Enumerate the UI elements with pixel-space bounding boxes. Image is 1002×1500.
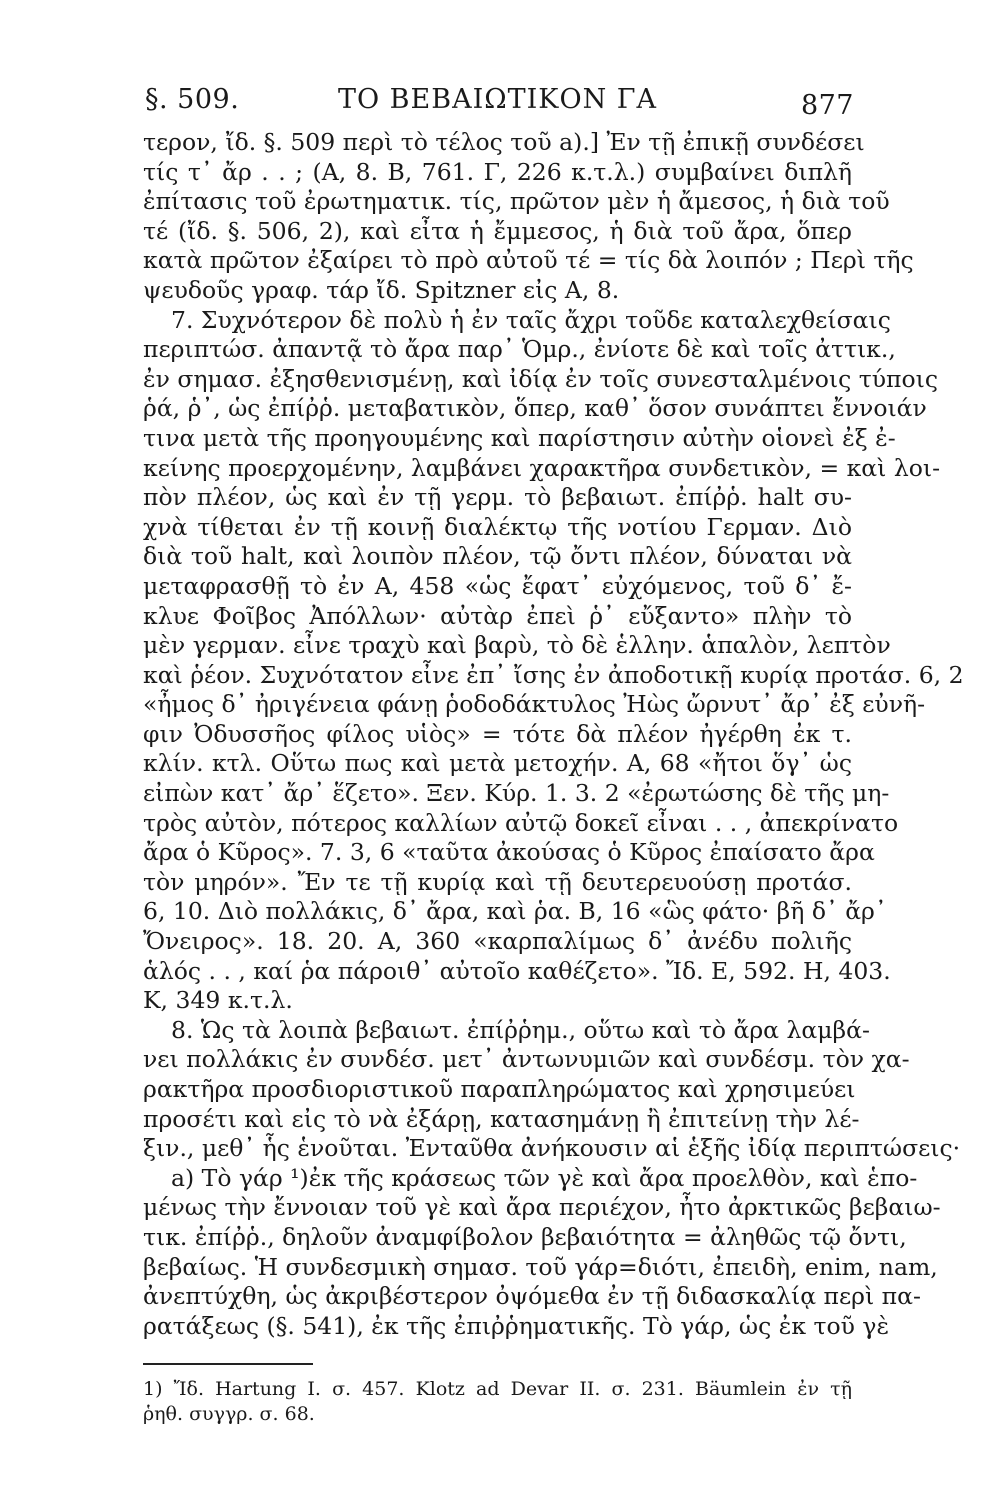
text-line: κλίν. κτλ. Οὕτω πως καὶ μετὰ μετοχήν. A, 68 «ἤτοι ὅγ᾽ ὡς <box>143 749 852 778</box>
text-line: βεβαίως. Ἡ συνδεσμικὴ σημασ. τοῦ γάρ=διότι, ἐπειδὴ, enim, nam, <box>143 1252 938 1281</box>
running-title: ΤΟ ΒΕΒΑΙΩΤΙΚΟΝ ΓΑ <box>337 84 658 115</box>
footnote-line: 1) Ἴδ. Hartung I. σ. 457. Klotz ad Devar II. σ. 231. Bäumlein ἐν τῇ <box>143 1378 852 1401</box>
text-line: διὰ τοῦ halt, καὶ λοιπὸν πλέον, τῷ ὄντι πλέον, δύναται νὰ <box>143 542 852 571</box>
text-line: καὶ ῥέον. Συχνότατον εἶνε ἐπ᾽ ἴσης ἐν ἀποδοτικῇ κυρίᾳ προτάσ. 6, 2 <box>143 660 964 689</box>
text-line: ρατάξεως (§. 541), ἐκ τῆς ἐπιῤῥηματικῆς. Τὸ γάρ, ὡς ἐκ τοῦ γὲ <box>143 1311 890 1340</box>
footnote-rule <box>143 1363 313 1365</box>
text-line: μὲν γερμαν. εἶνε τραχὺ καὶ βαρὺ, τὸ δὲ ἑλλην. ἁπαλὸν, λεπτὸν <box>143 631 891 660</box>
text-line: «ἦμος δ᾽ ἠριγένεια φάνῃ ῥοδοδάκτυλος Ἠὼς ὤρνυτ᾽ ἄρ᾽ ἐξ εὐνῆ- <box>143 690 926 719</box>
text-line: κείνης προερχομένην, λαμβάνει χαρακτῆρα συνδετικὸν, = καὶ λοι- <box>143 453 941 482</box>
text-line: ἄρα ὁ Κῦρος». 7. 3, 6 «ταῦτα ἀκούσας ὁ Κῦρος ἐπαίσατο ἄρα <box>143 838 875 867</box>
text-line: προσέτι καὶ εἰς τὸ νὰ ἐξάρῃ, κατασημάνῃ ἢ ἐπιτείνῃ τὴν λέ- <box>143 1104 860 1133</box>
text-line: 7. Συχνότερον δὲ πολὺ ἡ ἐν ταῖς ἄχρι τοῦδε καταλεχθείσαις <box>171 305 891 334</box>
running-head <box>143 68 854 121</box>
text-line: 6, 10. Διὸ πολλάκις, δ᾽ ἄρα, καὶ ῥα. B, 16 «ὣς φάτο· βῆ δ᾽ ἄρ᾽ <box>143 897 887 926</box>
text-line: περιπτώσ. ἀπαντᾷ τὸ ἄρα παρ᾽ Ὁμρ., ἐνίοτε δὲ καὶ τοῖς ἀττικ., <box>143 335 896 364</box>
text-line: χνὰ τίθεται ἐν τῇ κοινῇ διαλέκτῳ τῆς νοτίου Γερμαν. Διὸ <box>143 512 852 541</box>
text-line: τρὸς αὐτὸν, πότερος καλλίων αὐτῷ δοκεῖ εἶναι . . , ἀπεκρίνατο <box>143 808 899 837</box>
text-line: ἐπίτασις τοῦ ἐρωτηματικ. τίς, πρῶτον μὲν ἡ ἄμεσος, ἡ διὰ τοῦ <box>143 187 890 216</box>
text-line: K, 349 κ.τ.λ. <box>143 986 293 1015</box>
text-line: κατὰ πρῶτον ἐξαίρει τὸ πρὸ αὐτοῦ τέ = τίς δὰ λοιπόν ; Περὶ τῆς <box>143 246 914 275</box>
text-line: ἐν σημασ. ἐξησθενισμένῃ, καὶ ἰδίᾳ ἐν τοῖς συνεσταλμένοις τύποις <box>143 364 938 393</box>
text-line: ἁλός . . , καί ῥα πάροιθ᾽ αὐτοῖο καθέζετο». Ἴδ. E, 592. H, 403. <box>143 956 891 985</box>
text-line: τέ (ἴδ. §. 506, 2), καὶ εἶτα ἡ ἔμμεσος, ἡ διὰ τοῦ ἄρα, ὅπερ <box>143 216 852 245</box>
text-line: ρακτῆρα προσδιοριστικοῦ παραπληρώματος καὶ χρησιμεύει <box>143 1075 856 1103</box>
text-line: φιν Ὀδυσσῆος φίλος υἱὸς» = τότε δὰ πλέον ἠγέρθη ἐκ τ. <box>143 719 852 748</box>
text-line: ξιν., μεθ᾽ ἧς ἑνοῦται. Ἐνταῦθα ἀνήκουσιν αἱ ἑξῆς ἰδίᾳ περιπτώσεις· <box>143 1134 961 1163</box>
page-number: 877 <box>800 90 854 121</box>
text-line: τικ. ἐπίῤῥ., δηλοῦν ἀναμφίβολον βεβαιότητα = ἀληθῶς τῷ ὄντι, <box>143 1222 907 1251</box>
text-line: εἰπὼν κατ᾽ ἄρ᾽ ἕζετο». Ξεν. Κύρ. 1. 3. 2 «ἐρωτώσης δὲ τῆς μη- <box>143 779 890 808</box>
text-line: ῥά, ῥ᾽, ὡς ἐπίῤῥ. μεταβατικὸν, ὅπερ, καθ᾽ ὅσον συνάπτει ἔννοιάν <box>143 394 927 423</box>
text-line: a) Τὸ γάρ ¹)ἐκ τῆς κράσεως τῶν γὲ καὶ ἄρα προελθὸν, καὶ ἑπο- <box>171 1163 918 1192</box>
text-line: μεταφρασθῇ τὸ ἐν A, 458 «ὡς ἔφατ᾽ εὐχόμενος, τοῦ δ᾽ ἔ- <box>143 571 852 600</box>
text-line: κλυε Φοῖβος Ἀπόλλων· αὐτὰρ ἐπεὶ ῥ᾽ εὔξαντο» πλὴν τὸ <box>143 601 852 630</box>
text-line: νει πολλάκις ἐν συνδέσ. μετ᾽ ἀντωνυμιῶν καὶ συνδέσμ. τὸν χα- <box>143 1045 910 1074</box>
text-line: 8. Ὡς τὰ λοιπὰ βεβαιωτ. ἐπίῤῥημ., οὕτω καὶ τὸ ἄρα λαμβά- <box>171 1015 870 1044</box>
text-line: τερον, ἴδ. §. 509 περὶ τὸ τέλος τοῦ a).] Ἐν τῇ ἐπικῇ συνδέσει <box>143 128 865 156</box>
text-line: ἀνεπτύχθη, ὡς ἀκριβέστερον ὀψόμεθα ἐν τῇ διδασκαλίᾳ περὶ πα- <box>143 1282 921 1311</box>
section-number: §. 509. <box>145 84 240 115</box>
text-line: Ὄνειρος». 18. 20. A, 360 «καρπαλίμως δ᾽ ἀνέδυ πολιῆς <box>143 927 852 956</box>
footnotes <box>143 1377 852 1427</box>
text-line: ψευδοῦς γραφ. τάρ ἴδ. Spitzner εἰς A, 8. <box>143 275 620 304</box>
main-text <box>143 128 964 1341</box>
text-line: τίς τ᾽ ἄρ . . ; (A, 8. B, 761. Γ, 226 κ.τ.λ.) συμβαίνει διπλῆ <box>143 157 852 186</box>
text-line: πὸν πλέον, ὡς καὶ ἐν τῇ γερμ. τὸ βεβαιωτ. ἐπίῤῥ. halt συ- <box>143 483 852 512</box>
text-line: μένως τὴν ἔννοιαν τοῦ γὲ καὶ ἄρα περιέχον, ἦτο ἀρκτικῶς βεβαιω- <box>143 1193 941 1222</box>
text-line: τινα μετὰ τῆς προηγουμένης καὶ παρίστησιν αὐτὴν οἱονεὶ ἐξ ἐ- <box>143 423 896 452</box>
footnote-line: ῥηθ. συγγρ. σ. 68. <box>143 1403 315 1426</box>
text-line: τὸν μηρόν». Ἔν τε τῇ κυρίᾳ καὶ τῇ δευτερευούσῃ προτάσ. <box>143 867 852 896</box>
